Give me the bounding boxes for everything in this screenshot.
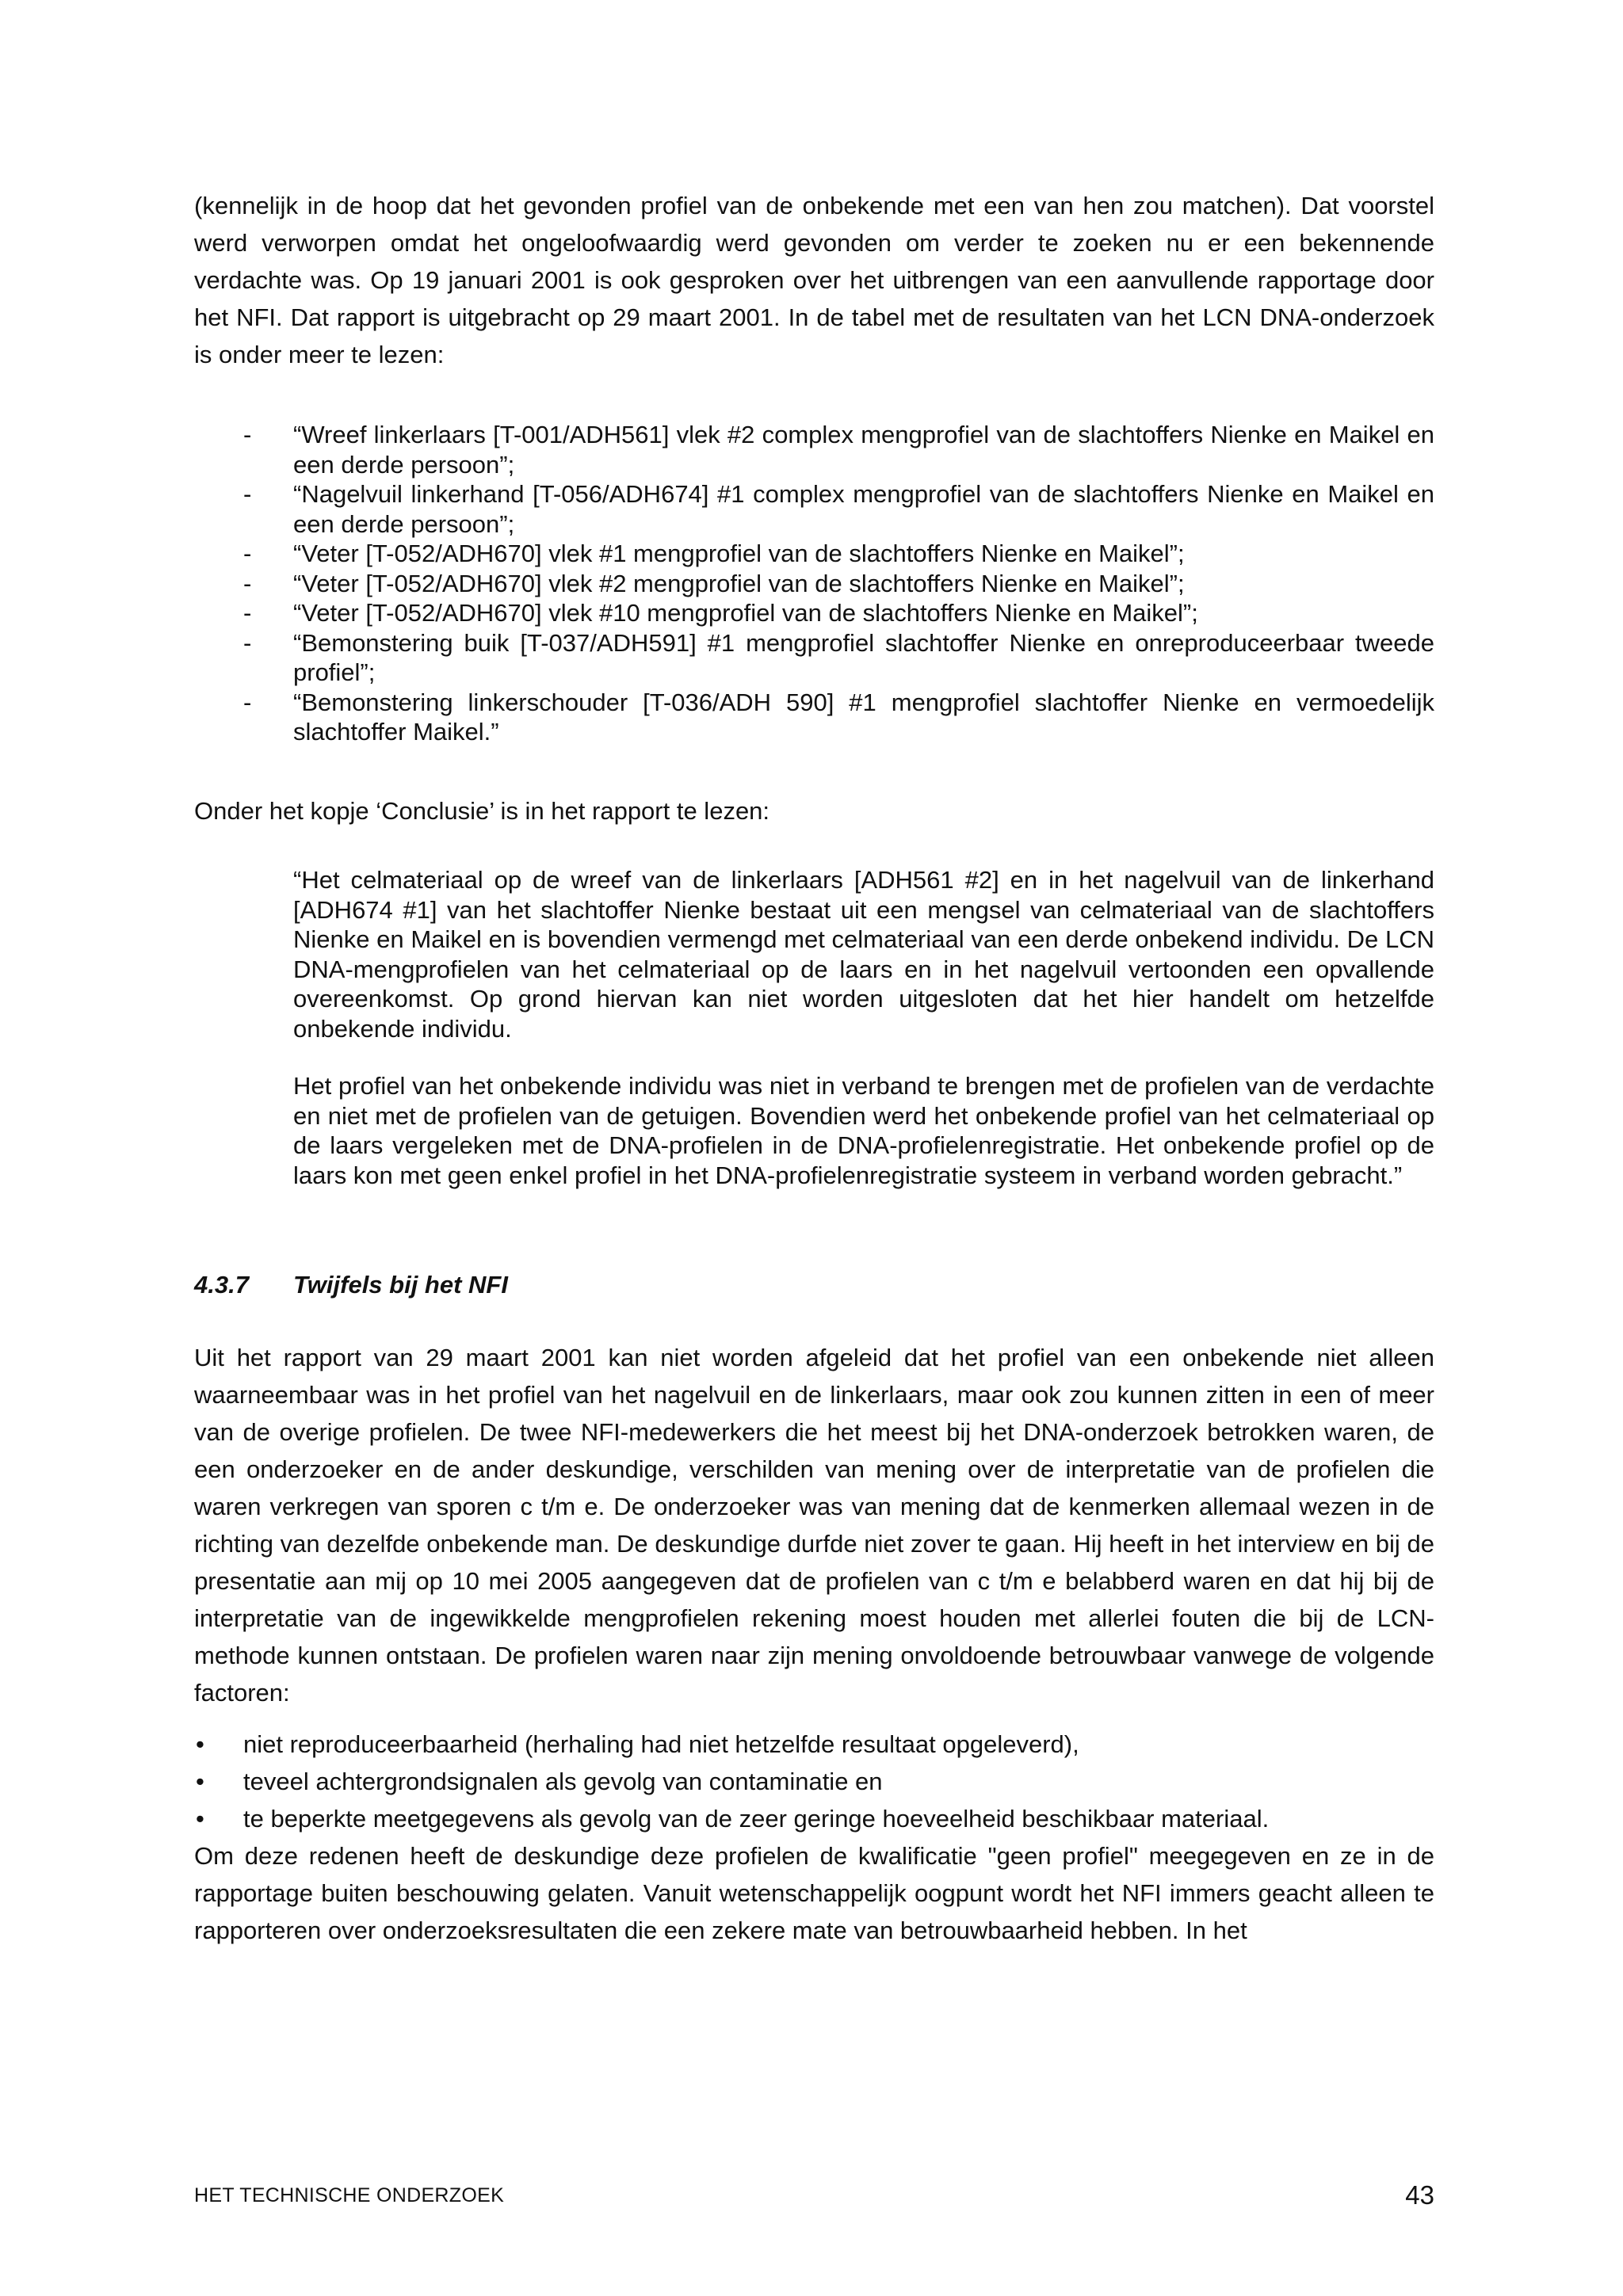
- dash-marker: -: [243, 540, 252, 567]
- section-number: 4.3.7: [194, 1271, 249, 1299]
- dash-marker: -: [243, 628, 252, 657]
- section-paragraph: Uit het rapport van 29 maart 2001 kan niet worden afgeleid dat het profiel van een onbekende niet alleen waarneembaar was in het profiel van het nagelvuil en de linkerlaars, maar ook zou kunnen zitten in een of meer van de overige profielen. De twee NFI-medewerkers die het meest bij het DNA-onderzoek betrokken waren, de een onderzoeker en de ander deskundige, verschilden van mening over de interpretatie van de profielen die waren verkregen van sporen c t/m e. De onderzoeker was van mening dat de kenmerken allemaal wezen in de richting van dezelfde onbekende man. De deskundige durfde niet zover te gaan. Hij heeft in het interview en bij de presentatie aan mij op 10 mei 2005 aangegeven dat de profielen van c t/m e belabberd waren en dat hij bij de interpretatie van de ingewikkelde mengprofielen rekening moest houden met allerlei fouten die bij de LCN-methode kunnen ontstaan. De profielen waren naar zijn mening onvoldoende betrouwbaar vanwege de volgende factoren:: [194, 1344, 1434, 1707]
- bullet-marker: •: [196, 1805, 204, 1833]
- dna-results-list: [194, 420, 1434, 747]
- list-item-text: te beperkte meetgegevens als gevolg van de zeer geringe hoeveelheid beschikbaar materiaal.: [243, 1805, 1270, 1833]
- dash-marker: -: [243, 480, 252, 508]
- list-item: [194, 628, 1434, 688]
- list-item: [194, 598, 1434, 628]
- list-item: [194, 539, 1434, 569]
- list-item-text: “Veter [T-052/ADH670] vlek #1 mengprofiel van de slachtoffers Nienke en Maikel”;: [293, 540, 1185, 567]
- section-heading: [194, 1266, 1434, 1303]
- list-item: [194, 420, 1434, 479]
- list-item-text: “Wreef linkerlaars [T-001/ADH561] vlek #2 complex mengprofiel van de slachtoffers Nienke en Maikel en een derde persoon”;: [293, 421, 1434, 479]
- list-item: [194, 1800, 1434, 1837]
- list-item: [194, 1726, 1434, 1763]
- intro-paragraph: (kennelijk in de hoop dat het gevonden profiel van de onbekende met een van hen zou matchen). Dat voorstel werd verworpen omdat het ongeloofwaardig werd gevonden om verder te zoeken nu er een bekennende verdachte was. Op 19 januari 2001 is ook gesproken over het uitbrengen van een aanvullende rapportage door het NFI. Dat rapport is uitgebracht op 29 maart 2001. In de tabel met de resultaten van het LCN DNA-onderzoek is onder meer te lezen:: [194, 192, 1434, 368]
- running-footer-title: HET TECHNISCHE ONDERZOEK: [194, 2184, 505, 2206]
- list-item: [194, 1763, 1434, 1800]
- list-item-text: “Nagelvuil linkerhand [T-056/ADH674] #1 complex mengprofiel van de slachtoffers Nienke en Maikel en een derde persoon”;: [293, 480, 1434, 538]
- block-quote-paragraph: “Het celmateriaal op de wreef van de linkerlaars [ADH561 #2] en in het nagelvuil van de linkerhand [ADH674 #1] van het slachtoffer Nienke bestaat uit een mengsel van celmateriaal van de slachtoffers Nienke en Maikel en is bovendien vermengd met celmateriaal van een derde onbekend individu. De LCN DNA-mengprofielen van het celmateriaal op de laars en in het nagelvuil vertoonden een opvallende overeenkomst. Op grond hiervan kan niet worden uitgesloten dat het hier handelt om hetzelfde onbekende individu.: [293, 866, 1434, 1043]
- dash-marker: -: [243, 599, 252, 627]
- list-item: [194, 569, 1434, 599]
- dash-marker: -: [243, 569, 252, 597]
- block-quote-paragraph: Het profiel van het onbekende individu was niet in verband te brengen met de profielen van de verdachte en niet met de profielen van de getuigen. Bovendien werd het onbekende profiel van het celmateriaal op de laars vergeleken met de DNA-profielen in de DNA-profielenregistratie. Het onbekende profiel op de laars kon met geen enkel profiel in het DNA-profielenregistratie systeem in verband worden gebracht.”: [293, 1072, 1434, 1189]
- list-item-text: “Bemonstering buik [T-037/ADH591] #1 mengprofiel slachtoffer Nienke en onreproduceerbaar tweede profiel”;: [293, 628, 1434, 686]
- dash-marker: -: [243, 688, 252, 716]
- list-item-text: “Veter [T-052/ADH670] vlek #2 mengprofiel van de slachtoffers Nienke en Maikel”;: [293, 569, 1185, 597]
- closing-paragraph: Om deze redenen heeft de deskundige deze profielen de kwalificatie "geen profiel" meegegeven en ze in de rapportage buiten beschouwing gelaten. Vanuit wetenschappelijk oogpunt wordt het NFI immers geacht alleen te rapporteren over onderzoeksresultaten die een zekere mate van betrouwbaarheid hebben. In het: [194, 1842, 1434, 1944]
- list-item-text: “Veter [T-052/ADH670] vlek #10 mengprofiel van de slachtoffers Nienke en Maikel”;: [293, 599, 1198, 627]
- page-number: 43: [1405, 2180, 1434, 2210]
- section-title: Twijfels bij het NFI: [293, 1271, 508, 1299]
- dash-marker: -: [243, 421, 252, 448]
- factors-list: [194, 1726, 1434, 1837]
- list-item-text: teveel achtergrondsignalen als gevolg van contaminatie en: [243, 1768, 883, 1795]
- bullet-marker: •: [196, 1730, 204, 1758]
- list-item-text: “Bemonstering linkerschouder [T-036/ADH 590] #1 mengprofiel slachtoffer Nienke en vermoedelijk slachtoffer Maikel.”: [293, 688, 1434, 746]
- list-item: [194, 688, 1434, 747]
- bullet-marker: •: [196, 1768, 204, 1795]
- conclusion-intro: Onder het kopje ‘Conclusie’ is in het rapport te lezen:: [194, 797, 770, 825]
- list-item: [194, 479, 1434, 539]
- list-item-text: niet reproduceerbaarheid (herhaling had niet hetzelfde resultaat opgeleverd),: [243, 1730, 1079, 1758]
